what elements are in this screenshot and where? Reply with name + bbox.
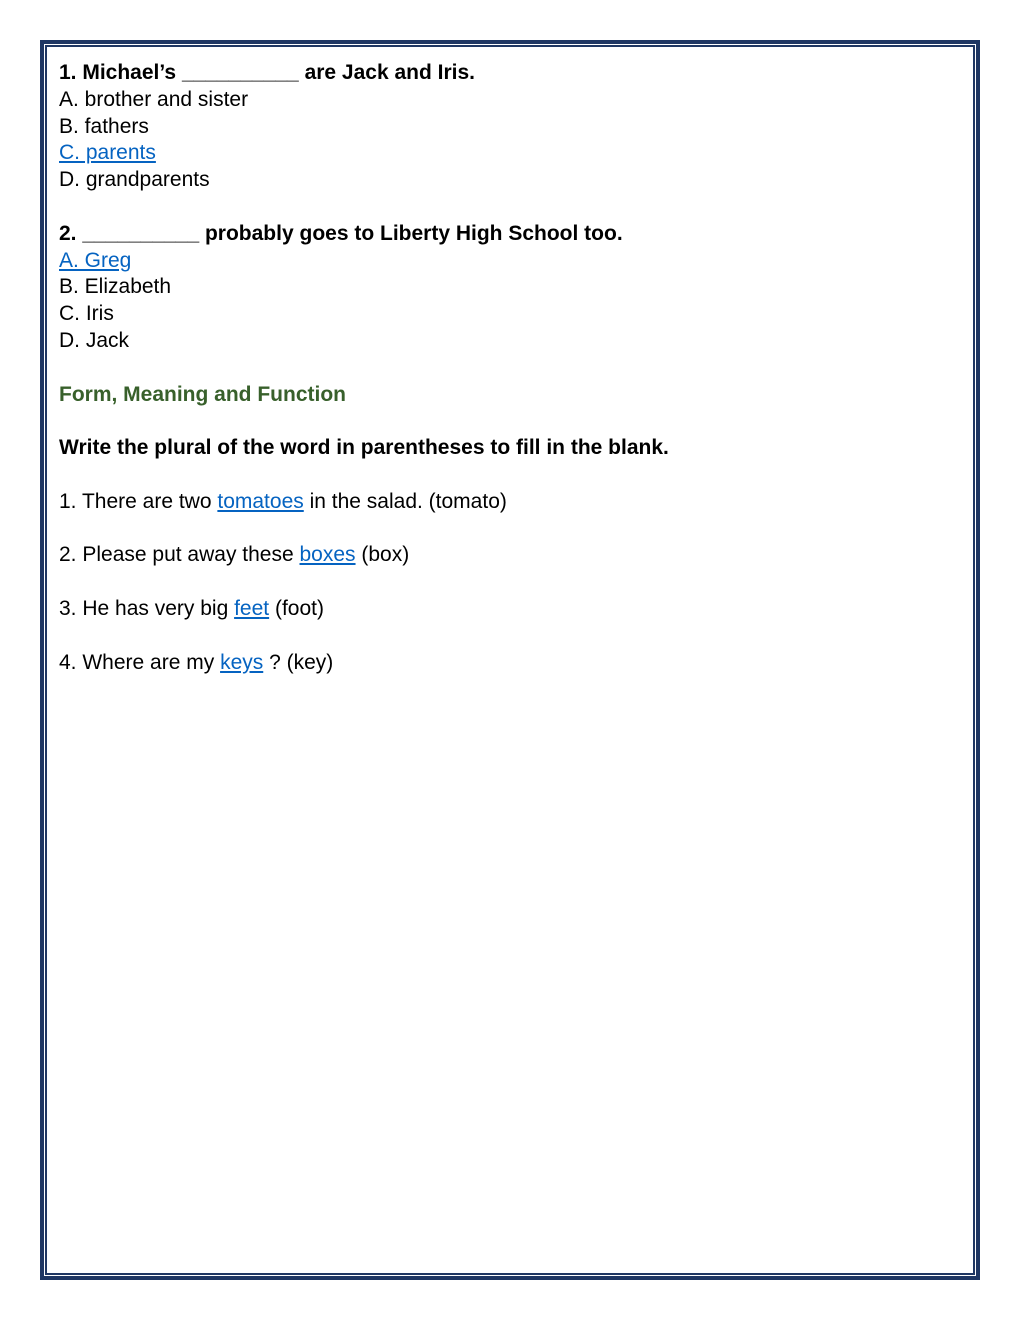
fill-item-answer: boxes — [299, 543, 356, 567]
fill-item-answer: feet — [234, 596, 270, 620]
section-heading: Form, Meaning and Function — [59, 382, 346, 406]
fill-item-text: 2. Please put away these — [59, 543, 300, 567]
q1-option-a: A. brother and sister — [59, 87, 249, 111]
spacer — [59, 569, 959, 596]
fill-item-answer: tomatoes — [217, 489, 304, 513]
spacer — [59, 408, 959, 435]
spacer — [59, 462, 959, 489]
fill-item-1 — [59, 489, 959, 516]
fill-item-text: (foot) — [269, 596, 324, 620]
spacer — [59, 623, 959, 650]
fill-item-text: 4. Where are my — [59, 650, 221, 674]
fill-item-2 — [59, 542, 959, 569]
fill-item-text: 1. There are two — [59, 489, 218, 513]
spacer — [59, 516, 959, 543]
q1-option-d: D. grandparents — [59, 168, 210, 192]
q2-option-a-answer: A. Greg — [59, 248, 132, 272]
fill-item-3 — [59, 596, 959, 623]
q1-option-c-answer: C. parents — [59, 141, 156, 165]
q2-option-c: C. Iris — [59, 302, 114, 326]
q1-option-b: B. fathers — [59, 114, 149, 138]
spacer — [59, 194, 959, 221]
worksheet-content — [59, 60, 959, 676]
question-2: 2. __________ probably goes to Liberty High School too. — [59, 221, 623, 245]
instruction: Write the plural of the word in parentheses to fill in the blank. — [59, 436, 669, 460]
fill-item-text: ? (key) — [263, 650, 334, 674]
q2-option-b: B. Elizabeth — [59, 275, 172, 299]
fill-item-text: (box) — [355, 543, 410, 567]
fill-item-text: in the salad. (tomato) — [303, 489, 507, 513]
question-1: 1. Michael’s __________ are Jack and Iris. — [59, 61, 476, 84]
fill-item-answer: keys — [220, 650, 264, 674]
q2-option-d: D. Jack — [59, 328, 130, 352]
fill-item-text: 3. He has very big — [59, 596, 235, 620]
fill-item-4 — [59, 650, 959, 677]
spacer — [59, 355, 959, 382]
